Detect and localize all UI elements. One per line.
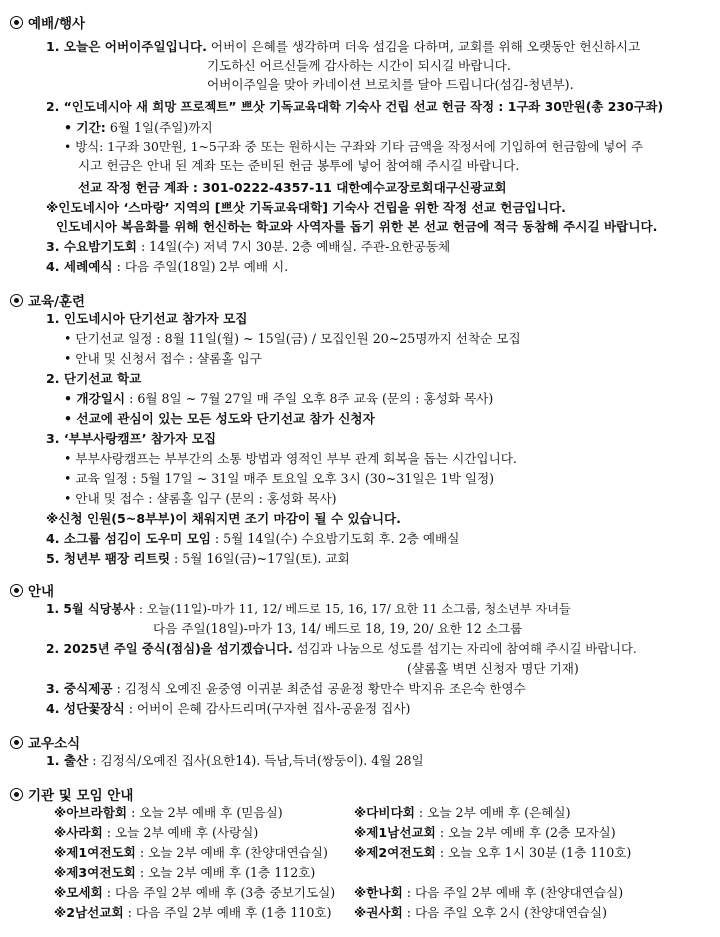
education-item-5: 5. 청년부 팸장 리트릿 : 5월 16일(금)~17일(토). 교회 bbox=[46, 551, 350, 566]
members-item-1: 1. 출산 : 김정식/오예진 집사(요한14). 득남,득녀(쌍둥이). 4월 28일 bbox=[46, 753, 424, 768]
worship-item-4: 4. 세례예식 : 다음 주일(18일) 2부 예배 시. bbox=[46, 259, 289, 274]
education-item-2-target: • 선교에 관심이 있는 모든 성도와 단기선교 참가 신청자 bbox=[64, 411, 375, 426]
target-bullet-icon bbox=[10, 788, 23, 801]
worship-item-2-period: • 기간: 6월 1일(주일)까지 bbox=[64, 120, 213, 135]
education-item-3-desc: • 부부사랑캠프는 부부간의 소통 방법과 영적인 부부 관계 회복을 돕는 시간입니다. bbox=[64, 451, 517, 466]
worship-item-2-note: ※인도네시아 ‘스마랑’ 지역의 [쁘삿 기독교육대학] 기숙사 건립을 위한 작정 선교 헌금입니다. bbox=[46, 200, 566, 215]
education-item-1-heading: 1. 인도네시아 단기선교 참가자 모집 bbox=[46, 311, 248, 326]
target-bullet-icon bbox=[10, 294, 23, 307]
notice-item-2-line2: (샬롬홀 벽면 신청자 명단 기재) bbox=[407, 661, 579, 676]
notice-item-1-line2: 다음 주일(18일)-마가 13, 14/ 베드로 18, 19, 20/ 요한 12 소그룹 bbox=[153, 621, 523, 636]
org-item: ※제3여전도회 : 오늘 2부 예배 후 (1층 112호) bbox=[54, 865, 316, 880]
worship-item-2-method: • 방식: 1구좌 30만원, 1~5구좌 중 또는 원하시는 구좌와 기타 금액을 작정서에 기입하여 헌금함에 넣어 주 bbox=[64, 139, 644, 154]
org-item: ※사라회 : 오늘 2부 예배 후 (사랑실) bbox=[54, 825, 259, 840]
section-heading-orgs: 기관 및 모임 안내 bbox=[10, 784, 133, 804]
notice-item-3: 3. 중식제공 : 김정식 오예진 윤중영 이귀분 최준섭 공윤정 황만수 박지유 조은숙 한영수 bbox=[46, 681, 526, 696]
org-item: ※권사회 : 다음 주일 오후 2시 (찬양대연습실) bbox=[354, 905, 608, 920]
target-bullet-icon bbox=[10, 16, 23, 29]
education-item-1-schedule: • 단기선교 일정 : 8월 11일(월) ~ 15일(금) / 모집인원 20~25명까지 선착순 모집 bbox=[64, 331, 521, 346]
worship-item-3: 3. 수요밤기도회 : 14일(수) 저녁 7시 30분. 2층 예배실. 주관-요한공동체 bbox=[46, 239, 451, 254]
education-item-3-schedule: • 교육 일정 : 5월 17일 ~ 31일 매주 토요일 오후 3시 (30~31일은 1박 일정) bbox=[64, 471, 495, 486]
org-item: ※아브라함회 : 오늘 2부 예배 후 (믿음실) bbox=[54, 805, 283, 820]
notice-item-2: 2. 2025년 주일 중식(점심)을 섬기겠습니다. 섬김과 나눔으로 성도를 섬기는 자리에 참여해 주시길 바랍니다. bbox=[46, 642, 637, 656]
education-item-3-note: ※신청 인원(5~8부부)이 채워지면 조기 마감이 될 수 있습니다. bbox=[46, 511, 401, 526]
education-item-3-heading: 3. ‘부부사랑캠프’ 참가자 모집 bbox=[46, 431, 217, 446]
section-heading-worship: 예배/행사 bbox=[10, 12, 85, 32]
org-item: ※2남선교회 : 다음 주일 2부 예배 후 (1층 110호) bbox=[54, 905, 332, 920]
target-bullet-icon bbox=[10, 736, 23, 749]
section-heading-members: 교우소식 bbox=[10, 732, 80, 752]
org-item: ※한나회 : 다음 주일 2부 예배 후 (찬양대연습실) bbox=[354, 885, 624, 900]
org-item: ※모세회 : 다음 주일 2부 예배 후 (3층 중보기도실) bbox=[54, 885, 336, 900]
notice-item-1: 1. 5월 식당봉사 : 오늘(11일)-마가 11, 12/ 베드로 15, 16, 17/ 요한 11 소그룹, 청소년부 자녀들 bbox=[46, 602, 571, 616]
worship-item-2-note-line2: 인도네시아 복음화를 위해 헌신하는 학교와 사역자를 돕기 위한 본 선교 헌금에 적극 동참해 주시길 바랍니다. bbox=[56, 219, 658, 234]
org-item: ※다비다회 : 오늘 2부 예배 후 (은혜실) bbox=[354, 805, 571, 820]
worship-item-2-method-line2: 시고 헌금은 안내 된 계좌 또는 준비된 헌금 봉투에 넣어 참여해 주시길 바랍니다. bbox=[78, 158, 520, 173]
education-item-4: 4. 소그룹 섬김이 도우미 모임 : 5월 14일(수) 수요밤기도회 후. 2층 예배실 bbox=[46, 531, 460, 546]
notice-item-4: 4. 성단꽃장식 : 어버이 은혜 감사드리며(구자현 집사-공윤정 집사) bbox=[46, 701, 411, 716]
worship-item-1-line2: 기도하신 어르신들께 감사하는 시간이 되시길 바랍니다. bbox=[207, 58, 511, 73]
org-item: ※제1여전도회 : 오늘 2부 예배 후 (찬양대연습실) bbox=[54, 845, 328, 860]
worship-item-2-heading: 2. “인도네시아 새 희망 프로젝트” 쁘삿 기독교육대학 기숙사 건립 선교 헌금 작정 : 1구좌 30만원(총 230구좌) bbox=[46, 99, 664, 114]
worship-item-1: 1. 오늘은 어버이주일입니다. 어버이 은혜를 생각하며 더욱 섬김을 다하며, 교회를 위해 오랫동안 헌신하시고 bbox=[46, 39, 641, 54]
education-item-3-signup: • 안내 및 접수 : 샬롬홀 입구 (문의 : 홍성화 목사) bbox=[64, 491, 337, 506]
education-item-1-signup: • 안내 및 신청서 접수 : 샬롬홀 입구 bbox=[64, 351, 262, 366]
worship-item-2-account: 선교 작정 헌금 계좌 : 301-0222-4357-11 대한예수교장로회대구신광교회 bbox=[78, 180, 507, 195]
education-item-2-heading: 2. 단기선교 학교 bbox=[46, 371, 142, 386]
section-heading-notice: 안내 bbox=[10, 580, 54, 600]
org-item: ※제2여전도회 : 오늘 오후 1시 30분 (1층 110호) bbox=[354, 845, 632, 860]
org-item: ※제1남선교회 : 오늘 2부 예배 후 (2층 모자실) bbox=[354, 825, 616, 840]
section-heading-education: 교육/훈련 bbox=[10, 290, 85, 310]
target-bullet-icon bbox=[10, 584, 23, 597]
education-item-2-dates: • 개강일시 : 6월 8일 ~ 7월 27일 매 주일 오후 8주 교육 (문의 : 홍성화 목사) bbox=[64, 391, 494, 406]
worship-item-1-line3: 어버이주일을 맞아 카네이션 브로치를 달아 드립니다(섬김-청년부). bbox=[207, 77, 574, 92]
